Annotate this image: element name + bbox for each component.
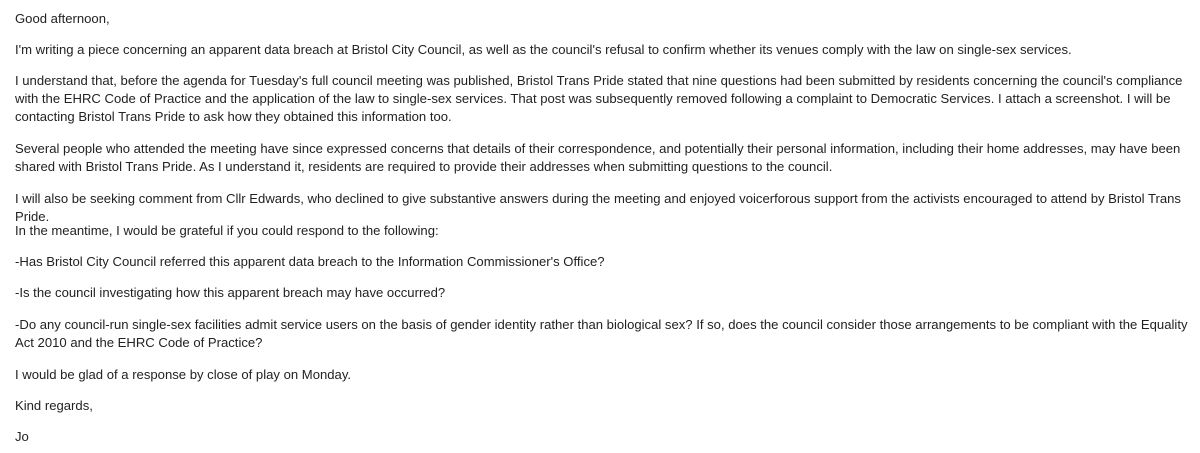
email-paragraph-deadline: I would be glad of a response by close of play on Monday. <box>15 367 352 382</box>
email-paragraph-request: In the meantime, I would be grateful if you could respond to the following: <box>15 223 439 238</box>
email-paragraph-concerns: Several people who attended the meeting have since expressed concerns that details of their correspondence, and potentially their personal information, including their home addresses, may have been shared with Bristol Trans Pride. As I understand it, residents are required to provide their addresses when submitting questions to the council. <box>15 141 1181 174</box>
email-paragraph-background: I understand that, before the agenda for Tuesday's full council meeting was published, Bristol Trans Pride stated that nine questions had been submitted by residents concerning the council's compliance with the EHRC Code of Practice and the application of the law to single-sex services. That post was subsequently removed following a complaint to Democratic Services. I attach a screenshot. I will be contacting Bristol Trans Pride to ask how they obtained this information too. <box>15 73 1183 124</box>
email-question-ico-referral: -Has Bristol City Council referred this apparent data breach to the Information Commissioner's Office? <box>15 254 605 269</box>
email-question-investigation: -Is the council investigating how this apparent breach may have occurred? <box>15 285 446 300</box>
email-signature: Jo <box>15 429 29 444</box>
email-paragraph-cllr-comment: I will also be seeking comment from Cllr Edwards, who declined to give substantive answers during the meeting and enjoyed voicerforous support from the activists encouraged to attend by Bristol Trans Pride. <box>15 191 1181 224</box>
email-signoff: Kind regards, <box>15 398 93 413</box>
email-greeting: Good afternoon, <box>15 11 110 26</box>
email-paragraph-intro: I'm writing a piece concerning an apparent data breach at Bristol City Council, as well as the council's refusal to confirm whether its venues comply with the law on single-sex services. <box>15 42 1072 57</box>
email-question-facilities: -Do any council-run single-sex facilities admit service users on the basis of gender identity rather than biological sex? If so, does the council consider those arrangements to be compliant with the Equality Act 2010 and the EHRC Code of Practice? <box>15 317 1188 350</box>
